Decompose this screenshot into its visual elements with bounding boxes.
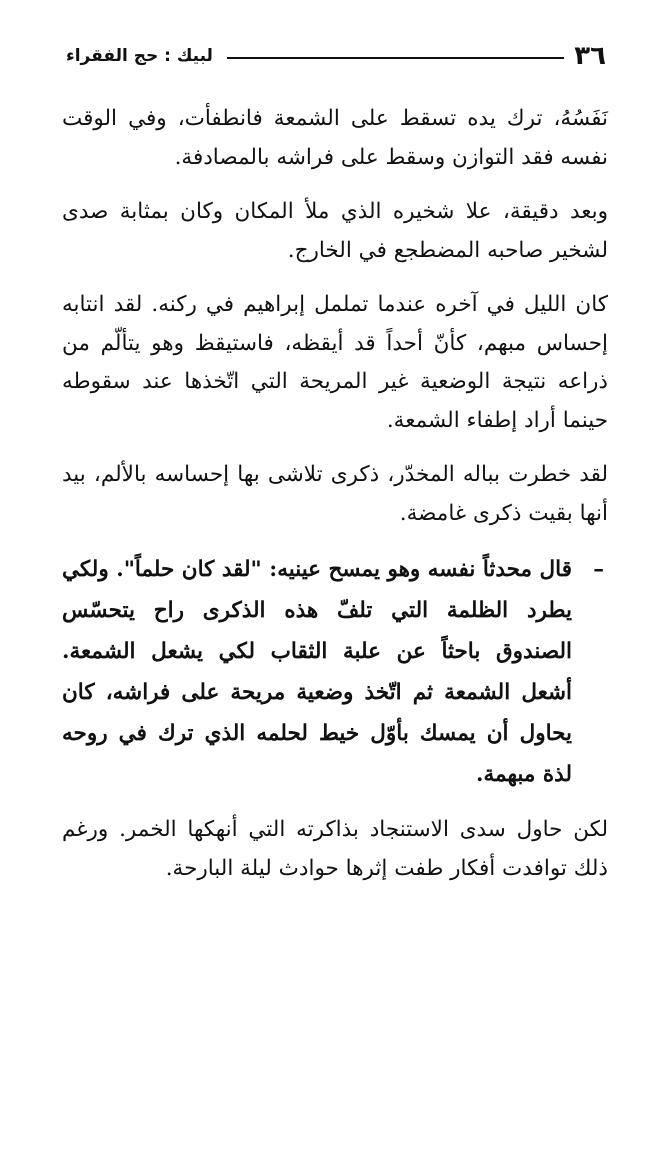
page-header <box>66 36 606 76</box>
dialogue-text: قال محدثاً نفسه وهو يمسح عينيه: "لقد كان حلماً". ولكي يطرد الظلمة التي تلفّ هذه الذكرى راح يتحسّس الصندوق باحثاً عن علبة الثقاب لكي يشعل الشمعة. أشعل الشمعة ثم اتّخذ وضعية مريحة على فراشه، كان يحاول أن يمسك بأوّل خيط لحلمه الذي ترك في روحه لذة مبهمة. <box>62 557 572 787</box>
page-number: ٣٦ <box>574 41 606 71</box>
paragraph: كان الليل في آخره عندما تململ إبراهيم في ركنه. لقد انتابه إحساس مبهم، كأنّ أحداً قد أيقظه، فاستيقظ وهو يتألّم من ذراعه نتيجة الوضعية غير المريحة التي اتّخذها عند سقوطه حينما أراد إطفاء الشمعة. <box>62 292 608 433</box>
paragraph: لقد خطرت بباله المخدّر، ذكرى تلاشى بها إحساسه بالألم، بيد أنها بقيت ذكرى غامضة. <box>62 462 608 526</box>
paragraph: وبعد دقيقة، علا شخيره الذي ملأ المكان وكان بمثابة صدى لشخير صاحبه المضطجع في الخارج. <box>62 199 608 263</box>
paragraph: نَفَسُهُ، ترك يده تسقط على الشمعة فانطفأت، وفي الوقت نفسه فقد التوازن وسقط على فراشه بالمصادفة. <box>62 106 608 170</box>
header-rule <box>227 57 564 59</box>
running-title: لبيك : حج الفقراء <box>66 46 213 66</box>
dialogue-dash: – <box>593 557 604 582</box>
dialogue-block <box>62 549 608 795</box>
paragraph: لكن حاول سدى الاستنجاد بذاكرته التي أنهكها الخمر. ورغم ذلك توافدت أفكار طفت إثرها حوادث ليلة البارحة. <box>62 817 608 881</box>
body-text <box>62 100 608 904</box>
